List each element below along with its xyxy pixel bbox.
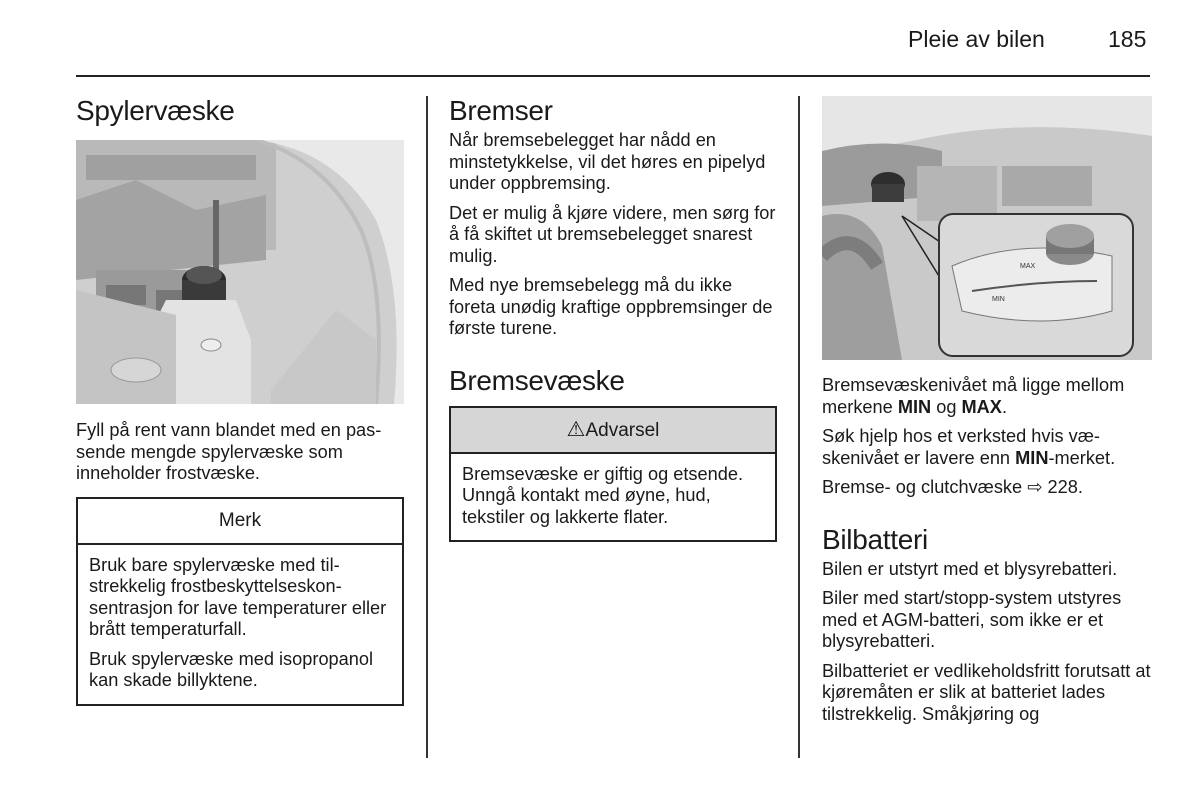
page-number: 185 [1108,26,1147,52]
column-washer-fluid [76,92,404,706]
washer-fluid-photo [76,140,404,404]
note-title: Merk [78,499,402,545]
column-divider-2 [798,96,800,758]
header-rule [76,75,1150,77]
note-paragraph-2: Bruk spylervæske med isopropanol kan skade billyktene. [89,648,374,690]
section-heading-washer-fluid: Spylervæske [76,95,235,126]
page-header-title: Pleie av bilen [908,26,1045,52]
section-heading-brake-fluid: Bremsevæske [449,364,625,396]
note-box [76,497,404,706]
brake-fluid-reference: Bremse- og clutchvæske ⇨ 228. [822,477,1083,497]
brake-fluid-workshop-paragraph: Søk hjelp hos et verksted hvis væskenivået er lavere enn MIN-merket. [822,426,1116,468]
brakes-paragraph-2: Det er mulig å kjøre videre, men sørg for å få skiftet ut bremsebelegget snarest mulig. [449,202,776,266]
page-reference-icon: ⇨ [1027,477,1043,497]
warning-box [449,406,777,543]
battery-paragraph-3: Bilbatteriet er vedlikeholdsfritt forutsatt at kjøremåten er slik at batteriet lades tilstrekkelig. Småkjøring og [822,660,1151,724]
brake-fluid-reservoir-photo [822,96,1152,360]
brake-fluid-level-paragraph: Bremsevæskenivået må ligge mellom merkene MIN og MAX. [822,375,1125,417]
section-heading-brakes: Bremser [449,95,553,126]
washer-fluid-paragraph: Fyll på rent vann blandet med en passende mengde spylervæske som inneholder frostvæske. [76,420,382,483]
warning-title: Advarsel [585,419,660,441]
svg-text:MAX: MAX [1020,263,1036,270]
svg-text:MIN: MIN [992,296,1005,303]
battery-paragraph-1: Bilen er utstyrt med et blysyrebatteri. [822,558,1118,579]
column-divider-1 [426,96,428,758]
warning-text: Bremsevæske er giftig og etsende. Unngå kontakt med øyne, hud, tekstiler og lakkerte flater. [462,463,744,527]
column-brakes [449,92,777,542]
note-paragraph-1: Bruk bare spylervæske med tilstrekkelig frostbeskyttelseskonsentrasjon for lave temperaturer eller brått temperaturfall. [89,554,387,639]
min-mark: MIN [897,396,932,417]
brakes-paragraph-3: Med nye bremsebelegg må du ikke foreta unødig kraftige oppbremsinger de første turene. [449,275,773,338]
battery-paragraph-2: Biler med start/stopp-system utstyres med et AGM-batteri, som ikke er et blysyrebatteri. [822,588,1122,651]
warning-header [451,408,775,454]
brakes-paragraph-1: Når bremsebelegget har nådd en minstetykkelse, vil det høres en pipelyd under oppbremsing. [449,130,766,193]
min-mark-2: MIN [1015,447,1049,468]
column-brake-fluid-battery [822,96,1152,733]
max-mark: MAX [961,396,1002,417]
warning-triangle-icon: ⚠ [566,417,586,441]
section-heading-battery: Bilbatteri [822,523,928,555]
